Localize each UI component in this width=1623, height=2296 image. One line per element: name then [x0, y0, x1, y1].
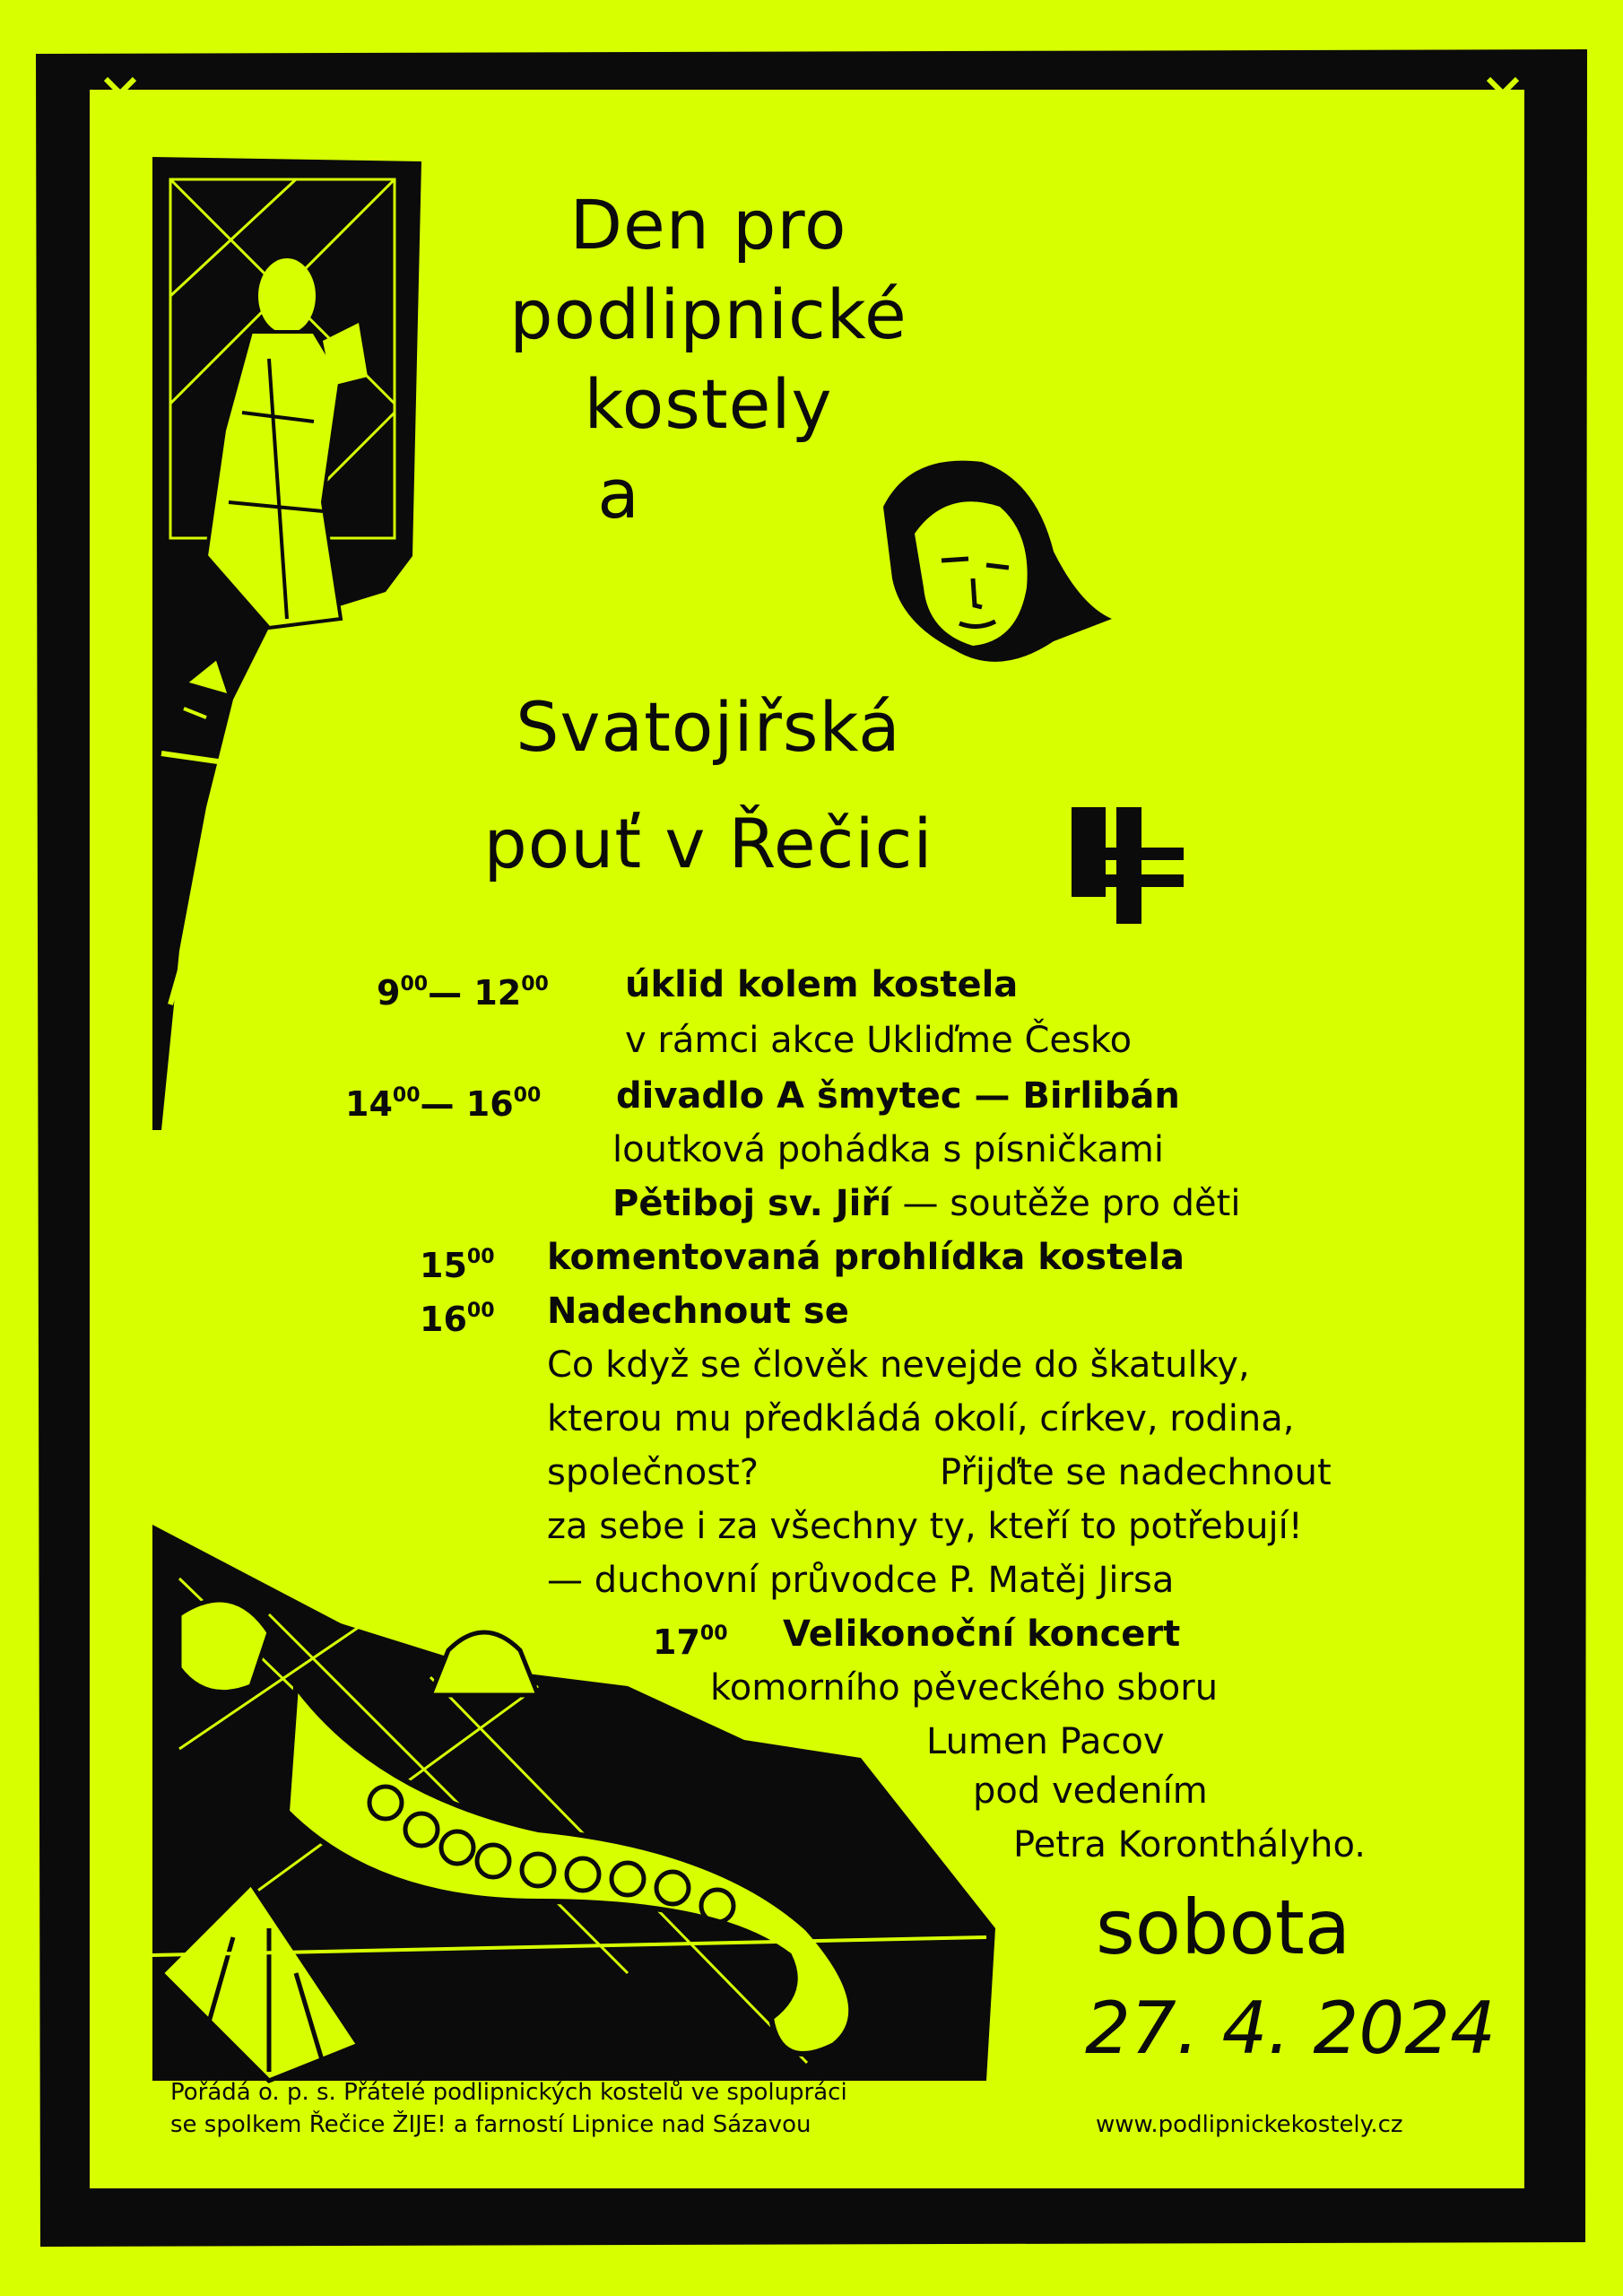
- border-ornament: [511, 2154, 534, 2183]
- border-ornament: [301, 97, 325, 126]
- border-ornament: [1496, 532, 1523, 562]
- border-ornament: [108, 1122, 135, 1152]
- border-ornament: [1496, 869, 1523, 900]
- border-ornament: [1496, 405, 1523, 436]
- border-ornament: [301, 2154, 325, 2183]
- title-line-1: Den pro: [569, 185, 847, 265]
- border-ornament: [1496, 1333, 1523, 1363]
- border-ornament: [931, 2154, 954, 2183]
- border-ornament: [1496, 574, 1523, 604]
- schedule-item-4-event: Nadechnout se: [547, 1291, 849, 1332]
- border-ornament: [108, 1291, 135, 1321]
- border-ornament: [1496, 195, 1523, 225]
- border-ornament: [1496, 1923, 1523, 1953]
- border-ornament: [1496, 1670, 1523, 1700]
- border-ornament: [1496, 1965, 1523, 1996]
- border-ornament: [108, 869, 135, 900]
- border-ornament: [1496, 953, 1523, 984]
- border-ornament: [1315, 2154, 1339, 2183]
- border-ornament: [108, 1206, 135, 1237]
- border-ornament: [1496, 1038, 1523, 1068]
- border-ornament: [108, 2049, 135, 2080]
- border-ornament: [108, 827, 135, 857]
- title-line-2: podlipnické: [509, 274, 907, 354]
- border-ornament: [1496, 785, 1523, 815]
- border-ornament: [1496, 490, 1523, 520]
- border-ornament: [756, 97, 779, 126]
- border-ornament: [108, 2092, 135, 2122]
- border-ornament: [1496, 996, 1523, 1026]
- border-ornament: [546, 2154, 569, 2183]
- organizer-line-1: Pořádá o. p. s. Přátelé podlipnických kostelů ve spolupráci: [170, 2079, 847, 2106]
- border-ornament: [546, 97, 569, 126]
- border-ornament: [108, 1038, 135, 1068]
- border-ornament: [896, 2154, 919, 2183]
- border-ornament: [1496, 827, 1523, 857]
- border-ornament: [371, 97, 395, 126]
- schedule-item-5-line: komorního pěveckého sboru: [710, 1667, 1219, 1709]
- event-date: 27. 4. 2024: [1085, 1987, 1497, 2070]
- border-ornament: [108, 1839, 135, 1869]
- border-ornament: [108, 1501, 135, 1532]
- border-ornament: [1496, 152, 1523, 183]
- border-ornament: [1496, 1417, 1523, 1448]
- border-ornament: [108, 1796, 135, 1827]
- border-ornament: [511, 97, 534, 126]
- schedule-item-5-line: Petra Koronthályho.: [1013, 1824, 1366, 1866]
- schedule-item-4-line: — duchovní průvodce P. Matěj Jirsa: [547, 1560, 1175, 1601]
- schedule-item-5-time: $17^{00}$: [653, 1622, 728, 1662]
- border-ornament: [1496, 658, 1523, 689]
- border-ornament: [1496, 1544, 1523, 1574]
- border-ornament: [1245, 2154, 1269, 2183]
- border-ornament: [1496, 1291, 1523, 1321]
- border-ornament: [581, 2154, 604, 2183]
- border-ornament: [108, 1459, 135, 1490]
- border-ornament: [1496, 237, 1523, 267]
- border-ornament: [108, 1164, 135, 1195]
- border-ornament: [441, 97, 464, 126]
- left-triangle-column: [108, 152, 135, 2122]
- border-ornament: [108, 953, 135, 984]
- border-ornament: [161, 2154, 185, 2183]
- schedule-item-4-line: za sebe i za všechny ty, kteří to potřebují!: [547, 1506, 1303, 1547]
- schedule-item-4-line: kterou mu předkládá okolí, církev, rodina,: [547, 1398, 1295, 1439]
- website-link[interactable]: www.podlipnickekostely.cz: [1096, 2111, 1403, 2138]
- top-chevron-row: [161, 97, 1479, 126]
- event-day: sobota: [1096, 1883, 1351, 1971]
- border-ornament: [1496, 1754, 1523, 1785]
- border-ornament: [616, 97, 639, 126]
- border-ornament: [108, 1628, 135, 1658]
- border-ornament: [1176, 2154, 1199, 2183]
- border-ornament: [1280, 2154, 1304, 2183]
- border-ornament: [1496, 1839, 1523, 1869]
- schedule-item-5-line: pod vedením: [973, 1770, 1208, 1812]
- border-ornament: [108, 658, 135, 689]
- schedule-item-5-line: Lumen Pacov: [926, 1721, 1165, 1762]
- title-line-5: Svatojiřská: [516, 687, 901, 767]
- border-ornament: [826, 97, 849, 126]
- bottom-chevron-row: [161, 2154, 1479, 2183]
- border-ornament: [1496, 448, 1523, 478]
- border-ornament: [1071, 97, 1094, 126]
- border-ornament: [861, 2154, 884, 2183]
- border-ornament: [266, 97, 290, 126]
- border-ornament: [826, 2154, 849, 2183]
- border-ornament: [336, 2154, 360, 2183]
- border-ornament: [581, 97, 604, 126]
- border-ornament: [1496, 1122, 1523, 1152]
- border-ornament: [108, 1712, 135, 1743]
- border-ornament: [1496, 700, 1523, 731]
- border-ornament: [1350, 97, 1374, 126]
- border-ornament: [108, 996, 135, 1026]
- border-ornament: [1001, 2154, 1024, 2183]
- schedule-item-3-time: $15^{00}$: [420, 1246, 495, 1285]
- border-ornament: [406, 2154, 430, 2183]
- schedule-item-2-event: divadlo A šmytec — Birlibán: [616, 1075, 1180, 1117]
- border-ornament: [108, 152, 135, 183]
- schedule-item-4-line: Co když se člověk nevejde do škatulky,: [547, 1344, 1250, 1386]
- border-ornament: [1420, 97, 1444, 126]
- border-ornament: [756, 2154, 779, 2183]
- right-triangle-column: [1496, 152, 1523, 2122]
- border-ornament: [1106, 2154, 1129, 2183]
- border-ornament: [108, 195, 135, 225]
- border-ornament: [1496, 1459, 1523, 1490]
- schedule-item-4-line: Přijďte se nadechnout: [940, 1452, 1332, 1493]
- border-ornament: [441, 2154, 464, 2183]
- border-ornament: [108, 1248, 135, 1279]
- border-ornament: [336, 97, 360, 126]
- border-ornament: [108, 700, 135, 731]
- border-ornament: [651, 2154, 674, 2183]
- border-ornament: [1211, 2154, 1234, 2183]
- border-ornament: [161, 97, 185, 126]
- border-ornament: [108, 1333, 135, 1363]
- title-line-6: pouť v Řečici: [483, 804, 933, 883]
- border-ornament: [1420, 2154, 1444, 2183]
- organizer-line-2: se spolkem Řečice ŽIJE! a farností Lipnice nad Sázavou: [170, 2111, 812, 2138]
- border-ornament: [1036, 2154, 1059, 2183]
- border-ornament: [1455, 97, 1479, 126]
- border-ornament: [896, 97, 919, 126]
- border-ornament: [406, 97, 430, 126]
- border-ornament: [1350, 2154, 1374, 2183]
- border-ornament: [108, 616, 135, 647]
- border-ornament: [108, 363, 135, 394]
- border-ornament: [1385, 2154, 1409, 2183]
- border-ornament: [1496, 1375, 1523, 1405]
- border-ornament: [1455, 2154, 1479, 2183]
- border-ornament: [108, 574, 135, 604]
- border-ornament: [791, 97, 814, 126]
- border-ornament: [1496, 279, 1523, 309]
- border-ornament: [108, 1375, 135, 1405]
- border-ornament: [686, 97, 709, 126]
- border-ornament: [1496, 1248, 1523, 1279]
- border-ornament: [476, 2154, 499, 2183]
- border-ornament: [108, 237, 135, 267]
- schedule-item-1-event: úklid kolem kostela: [625, 964, 1019, 1005]
- border-ornament: [231, 97, 255, 126]
- border-ornament: [231, 2154, 255, 2183]
- border-ornament: [196, 2154, 220, 2183]
- schedule-item-1-note: v rámci akce Ukliďme Česko: [625, 1020, 1133, 1061]
- border-ornament: [1496, 743, 1523, 773]
- border-ornament: [1496, 1712, 1523, 1743]
- schedule-item-5-event: Velikonoční koncert: [783, 1613, 1181, 1655]
- border-ornament: [1496, 1796, 1523, 1827]
- border-ornament: [108, 2007, 135, 2038]
- border-ornament: [108, 532, 135, 562]
- border-ornament: [1496, 1080, 1523, 1110]
- title-line-4: a: [597, 454, 640, 534]
- border-ornament: [966, 2154, 989, 2183]
- schedule-item-4-time: $16^{00}$: [420, 1300, 495, 1339]
- border-ornament: [108, 1754, 135, 1785]
- border-ornament: [1071, 2154, 1094, 2183]
- border-ornament: [616, 2154, 639, 2183]
- border-ornament: [1211, 97, 1234, 126]
- border-ornament: [1496, 2049, 1523, 2080]
- border-ornament: [108, 911, 135, 942]
- border-ornament: [1496, 321, 1523, 352]
- border-ornament: [108, 785, 135, 815]
- border-ornament: [476, 97, 499, 126]
- schedule-item-2-time: $14^{00}—$ $16^{00}$: [345, 1084, 542, 1124]
- border-ornament: [108, 743, 135, 773]
- border-ornament: [108, 448, 135, 478]
- border-ornament: [108, 490, 135, 520]
- border-ornament: [1245, 97, 1269, 126]
- border-ornament: [1001, 97, 1024, 126]
- border-ornament: [1496, 1628, 1523, 1658]
- border-ornament: [108, 1417, 135, 1448]
- border-ornament: [108, 1080, 135, 1110]
- border-ornament: [1141, 2154, 1164, 2183]
- border-ornament: [108, 1670, 135, 1700]
- border-ornament: [1496, 911, 1523, 942]
- border-ornament: [721, 2154, 744, 2183]
- border-ornament: [266, 2154, 290, 2183]
- border-ornament: [108, 1965, 135, 1996]
- border-ornament: [108, 1881, 135, 1911]
- schedule-item-2-extra: Pětiboj sv. Jiří — soutěže pro děti: [612, 1183, 1241, 1224]
- border-ornament: [686, 2154, 709, 2183]
- border-ornament: [108, 321, 135, 352]
- border-ornament: [861, 97, 884, 126]
- border-ornament: [721, 97, 744, 126]
- border-ornament: [931, 97, 954, 126]
- title-line-3: kostely: [584, 364, 833, 444]
- schedule-item-2-note: loutková pohádka s písničkami: [612, 1129, 1164, 1170]
- schedule-item-4-line: společnost?: [547, 1452, 759, 1493]
- schedule-item-1-time: $9^{00}—$ $12^{00}$: [377, 973, 549, 1013]
- border-ornament: [1106, 97, 1129, 126]
- border-ornament: [108, 405, 135, 436]
- border-ornament: [1176, 97, 1199, 126]
- border-ornament: [1280, 97, 1304, 126]
- border-ornament: [108, 279, 135, 309]
- border-ornament: [1496, 363, 1523, 394]
- border-ornament: [108, 1586, 135, 1616]
- schedule-item-3-event: komentovaná prohlídka kostela: [547, 1237, 1185, 1278]
- border-ornament: [108, 1544, 135, 1574]
- border-ornament: [1496, 2007, 1523, 2038]
- border-ornament: [1385, 97, 1409, 126]
- border-ornament: [371, 2154, 395, 2183]
- border-ornament: [791, 2154, 814, 2183]
- border-ornament: [1496, 616, 1523, 647]
- border-ornament: [1496, 1881, 1523, 1911]
- border-ornament: [196, 97, 220, 126]
- border-ornament: [966, 97, 989, 126]
- border-ornament: [1496, 1164, 1523, 1195]
- border-ornament: [651, 97, 674, 126]
- border-ornament: [1496, 1586, 1523, 1616]
- border-ornament: [1141, 97, 1164, 126]
- border-ornament: [1496, 1501, 1523, 1532]
- border-ornament: [1496, 2092, 1523, 2122]
- border-ornament: [1496, 1206, 1523, 1237]
- border-ornament: [108, 1923, 135, 1953]
- border-ornament: [1036, 97, 1059, 126]
- border-ornament: [1315, 97, 1339, 126]
